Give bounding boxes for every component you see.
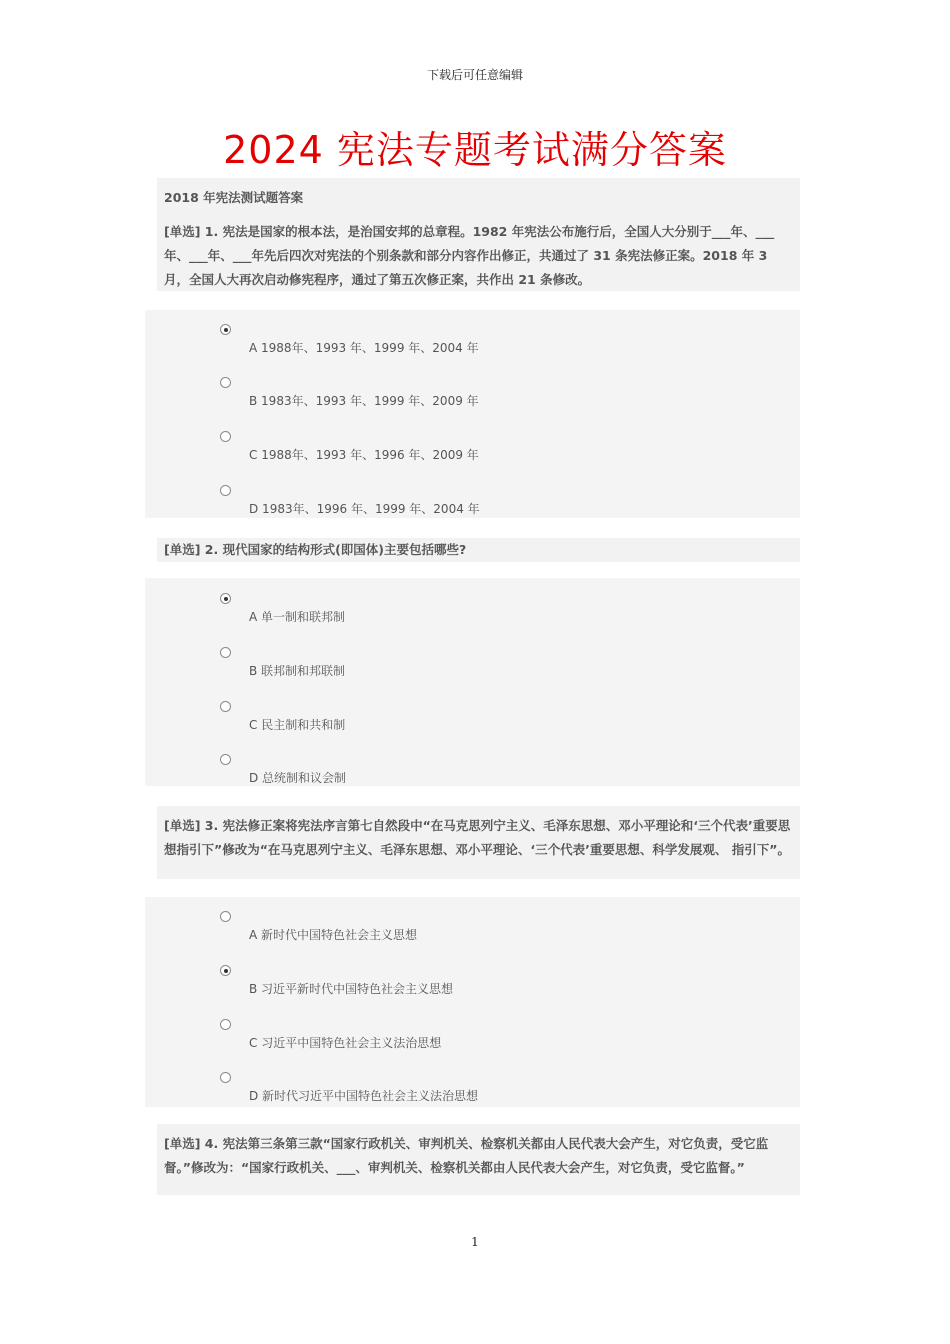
option-label: D 总统制和议会制 bbox=[249, 771, 347, 785]
option-3d[interactable] bbox=[220, 1072, 620, 1112]
option-label: D 新时代习近平中国特色社会主义法治思想 bbox=[249, 1089, 479, 1103]
option-label: D 1983年、1996 年、1999 年、2004 年 bbox=[249, 502, 480, 516]
option-label: A 单一制和联邦制 bbox=[249, 610, 346, 624]
radio-icon[interactable] bbox=[220, 754, 231, 765]
option-label: C 1988年、1993 年、1996 年、2009 年 bbox=[249, 448, 479, 462]
radio-icon[interactable] bbox=[220, 377, 231, 388]
question-1-options bbox=[145, 310, 800, 518]
radio-icon[interactable] bbox=[220, 911, 231, 922]
option-label: A 新时代中国特色社会主义思想 bbox=[249, 928, 418, 942]
option-3a[interactable] bbox=[220, 911, 620, 951]
radio-icon[interactable] bbox=[220, 647, 231, 658]
option-3b[interactable] bbox=[220, 965, 620, 1005]
radio-icon[interactable] bbox=[220, 1072, 231, 1083]
radio-checked-icon[interactable] bbox=[220, 324, 231, 335]
question-1-text: [单选] 1. 宪法是国家的根本法，是治国安邦的总章程。1982 年宪法公布施行后，全国人大分别于___年、___ 年、___年、___年先后四次对宪法的个别条款和部分内容作出修正，共通过了 31 条宪法修正案。2018 年 3 月，全国人大再次启动修宪程序，通过了第五次修正案，共作出 21 条修改。 bbox=[164, 224, 775, 287]
radio-icon[interactable] bbox=[220, 1019, 231, 1030]
radio-checked-icon[interactable] bbox=[220, 965, 231, 976]
question-3-options bbox=[145, 897, 800, 1107]
option-label: B 1983年、1993 年、1999 年、2009 年 bbox=[249, 394, 479, 408]
question-1-block bbox=[157, 178, 800, 291]
page-number: 1 bbox=[471, 1235, 479, 1249]
radio-icon[interactable] bbox=[220, 485, 231, 496]
option-2a[interactable] bbox=[220, 593, 620, 633]
header-note: 下载后可任意编辑 bbox=[426, 68, 523, 82]
option-label: C 习近平中国特色社会主义法治思想 bbox=[249, 1036, 442, 1050]
option-label: A 1988年、1993 年、1999 年、2004 年 bbox=[249, 341, 479, 355]
option-label: B 联邦制和邦联制 bbox=[249, 664, 346, 678]
option-3c[interactable] bbox=[220, 1019, 620, 1059]
question-2-block bbox=[157, 538, 800, 562]
option-1b[interactable] bbox=[220, 377, 620, 417]
radio-icon[interactable] bbox=[220, 701, 231, 712]
question-4-block bbox=[157, 1124, 800, 1195]
option-1d[interactable] bbox=[220, 485, 620, 525]
radio-checked-icon[interactable] bbox=[220, 593, 231, 604]
option-label: C 民主制和共和制 bbox=[249, 718, 346, 732]
option-label: B 习近平新时代中国特色社会主义思想 bbox=[249, 982, 454, 996]
option-2b[interactable] bbox=[220, 647, 620, 687]
radio-icon[interactable] bbox=[220, 431, 231, 442]
question-2-text: [单选] 2. 现代国家的结构形式(即国体)主要包括哪些? bbox=[164, 542, 467, 557]
option-2d[interactable] bbox=[220, 754, 620, 794]
option-1a[interactable] bbox=[220, 324, 620, 364]
option-1c[interactable] bbox=[220, 431, 620, 471]
question-3-block bbox=[157, 806, 800, 879]
section-subtitle: 2018 年宪法测试题答案 bbox=[164, 190, 304, 205]
question-4-text: [单选] 4. 宪法第三条第三款“国家行政机关、审判机关、检察机关都由人民代表大会产生，对它负责，受它监督。”修改为：“国家行政机关、___、审判机关、检察机关都由人民代表大会产生，对它负责，受它监督。” bbox=[164, 1136, 769, 1175]
page-title: 2024 宪法专题考试满分答案 bbox=[223, 128, 727, 172]
option-2c[interactable] bbox=[220, 701, 620, 741]
question-3-text: [单选] 3. 宪法修正案将宪法序言第七自然段中“在马克思列宁主义、毛泽东思想、邓小平理论和‘三个代表’重要思想指引下”修改为“在马克思列宁主义、毛泽东思想、邓小平理论、‘三个代表’重要思想、科学发展观、 指引下”。 bbox=[164, 818, 791, 857]
question-2-options bbox=[145, 578, 800, 786]
